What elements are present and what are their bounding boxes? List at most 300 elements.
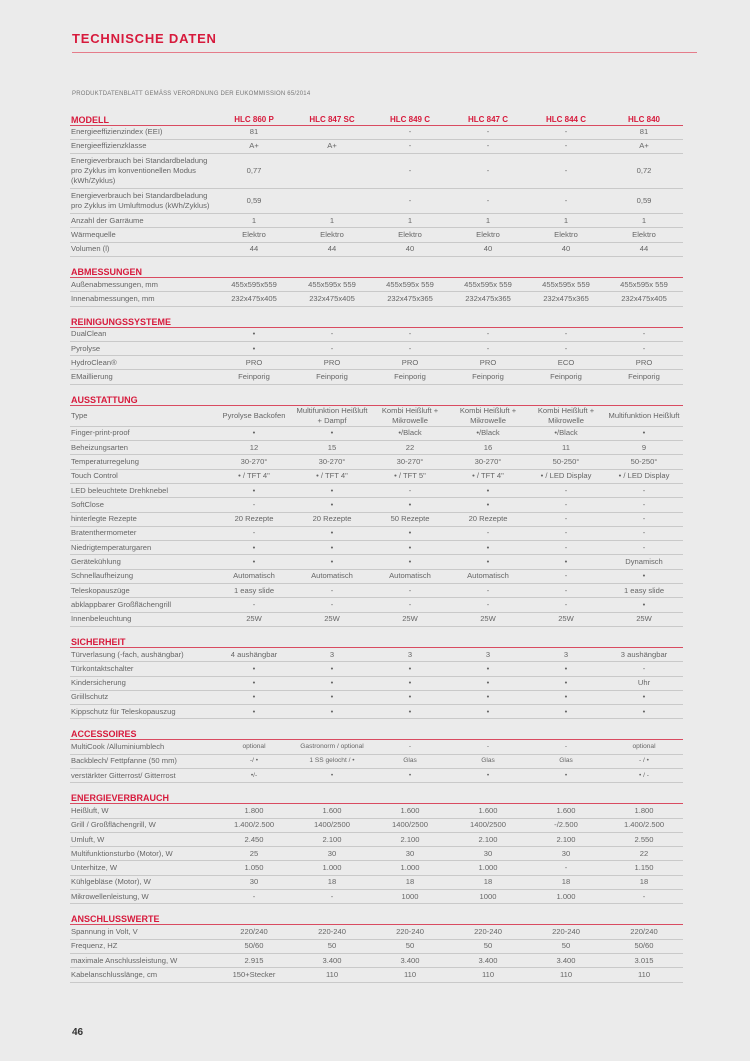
- table-row: [70, 832, 683, 846]
- cell-value: 232x475x365: [449, 292, 527, 306]
- cell-value: -: [527, 483, 605, 497]
- row-label: Unterhitze, W: [70, 861, 215, 875]
- table-row: [70, 569, 683, 583]
- cell-value: 1.800: [215, 804, 293, 818]
- cell-value: •: [293, 555, 371, 569]
- title-divider: [72, 52, 697, 53]
- cell-value: 12: [215, 441, 293, 455]
- cell-value: -: [527, 598, 605, 612]
- cell-value: A+: [293, 139, 371, 153]
- cell-value: 2.100: [293, 832, 371, 846]
- table-row: [70, 125, 683, 139]
- cell-value: 30: [371, 847, 449, 861]
- cell-value: 3.400: [449, 953, 527, 967]
- cell-value: 3: [527, 647, 605, 661]
- cell-value: •: [215, 327, 293, 341]
- cell-value: Automatisch: [215, 569, 293, 583]
- row-label: SoftClose: [70, 498, 215, 512]
- cell-value: 18: [449, 875, 527, 889]
- cell-value: 15: [293, 441, 371, 455]
- cell-value: •: [371, 498, 449, 512]
- spacer: [70, 626, 683, 634]
- table-row: [70, 875, 683, 889]
- table-row: [70, 541, 683, 555]
- table-row: [70, 662, 683, 676]
- row-label: Backblech/ Fettpfanne (50 mm): [70, 754, 215, 768]
- section-gap: [70, 384, 683, 392]
- cell-value: 50: [293, 939, 371, 953]
- row-label: Finger-print-proof: [70, 426, 215, 440]
- table-row: [70, 214, 683, 228]
- cell-value: -: [449, 526, 527, 540]
- cell-value: -: [527, 740, 605, 754]
- section-header: [70, 314, 683, 327]
- cell-value: •/Black: [527, 426, 605, 440]
- table-row: [70, 154, 683, 189]
- cell-value: 455x595x559: [215, 277, 293, 291]
- cell-value: -: [527, 512, 605, 526]
- spacer: [70, 384, 683, 392]
- section-header: [70, 392, 683, 405]
- cell-value: Pyrolyse Backofen: [215, 405, 293, 426]
- cell-value: Feinporig: [371, 370, 449, 384]
- cell-value: Dynamisch: [605, 555, 683, 569]
- table-row: [70, 483, 683, 497]
- cell-value: -: [527, 327, 605, 341]
- cell-value: 9: [605, 441, 683, 455]
- cell-value: 20 Rezepte: [215, 512, 293, 526]
- table-row: [70, 455, 683, 469]
- cell-value: 1.600: [449, 804, 527, 818]
- cell-value: 220-240: [293, 925, 371, 939]
- cell-value: 1.000: [449, 861, 527, 875]
- cell-value: 0,59: [215, 189, 293, 214]
- cell-value: •: [293, 498, 371, 512]
- cell-value: 110: [371, 968, 449, 982]
- cell-value: •: [215, 541, 293, 555]
- cell-value: •: [371, 705, 449, 719]
- cell-value: 1.150: [605, 861, 683, 875]
- row-label: Umluft, W: [70, 832, 215, 846]
- table-row: [70, 769, 683, 783]
- table-row: [70, 228, 683, 242]
- cell-value: -: [293, 327, 371, 341]
- cell-value: -: [371, 740, 449, 754]
- cell-value: 3.015: [605, 953, 683, 967]
- cell-value: Elektro: [215, 228, 293, 242]
- row-label: verstärkter Gitterrost/ Gitterrost: [70, 769, 215, 783]
- table-row: [70, 740, 683, 754]
- row-label: Touch Control: [70, 469, 215, 483]
- cell-value: •: [527, 555, 605, 569]
- table-row: [70, 804, 683, 818]
- model-label: MODELL: [70, 112, 215, 125]
- row-label: MultiCook /Alluminiumblech: [70, 740, 215, 754]
- cell-value: 40: [449, 242, 527, 256]
- cell-value: -: [215, 890, 293, 904]
- row-label: Energieverbrauch bei Standardbeladung pro Zyklus im konventionellen Modus (kWh/Zyklus): [70, 154, 215, 189]
- table-row: [70, 968, 683, 982]
- cell-value: •: [371, 555, 449, 569]
- section-title: AUSSTATTUNG: [70, 392, 683, 405]
- section-header: [70, 791, 683, 804]
- cell-value: 1: [371, 214, 449, 228]
- cell-value: Feinporig: [215, 370, 293, 384]
- table-row: [70, 277, 683, 291]
- cell-value: •: [215, 341, 293, 355]
- row-label: Energieeffizienzklasse: [70, 139, 215, 153]
- row-label: abklappbarer Großflächengrill: [70, 598, 215, 612]
- cell-value: -/2.500: [527, 818, 605, 832]
- cell-value: 2.915: [215, 953, 293, 967]
- cell-value: 50 Rezepte: [371, 512, 449, 526]
- cell-value: 150+Stecker: [215, 968, 293, 982]
- cell-value: -: [293, 598, 371, 612]
- table-row: [70, 441, 683, 455]
- cell-value: 0,59: [605, 189, 683, 214]
- cell-value: •: [449, 705, 527, 719]
- cell-value: Elektro: [605, 228, 683, 242]
- cell-value: • / TFT 4": [215, 469, 293, 483]
- cell-value: •: [605, 569, 683, 583]
- cell-value: Kombi Heißluft + Mikrowelle: [371, 405, 449, 426]
- cell-value: 20 Rezepte: [293, 512, 371, 526]
- spacer: [70, 306, 683, 314]
- row-label: Kabelanschlusslänge, cm: [70, 968, 215, 982]
- cell-value: -: [371, 154, 449, 189]
- cell-value: 3.400: [293, 953, 371, 967]
- cell-value: 1: [605, 214, 683, 228]
- section-gap: [70, 904, 683, 912]
- cell-value: 1: [293, 214, 371, 228]
- cell-value: [293, 154, 371, 189]
- cell-value: •: [293, 426, 371, 440]
- cell-value: -: [449, 139, 527, 153]
- row-label: Kühlgebläse (Motor), W: [70, 875, 215, 889]
- table-row: [70, 953, 683, 967]
- cell-value: -: [527, 498, 605, 512]
- cell-value: 50: [371, 939, 449, 953]
- cell-value: Elektro: [293, 228, 371, 242]
- row-label: Temperaturregelung: [70, 455, 215, 469]
- section-header: [70, 912, 683, 925]
- cell-value: 1 SS gelocht / •: [293, 754, 371, 768]
- cell-value: PRO: [371, 356, 449, 370]
- section-title: ABMESSUNGEN: [70, 264, 683, 277]
- cell-value: -: [371, 341, 449, 355]
- table-row: [70, 705, 683, 719]
- cell-value: -: [215, 498, 293, 512]
- cell-value: •: [215, 690, 293, 704]
- row-label: Energieeffizienzindex (EEI): [70, 125, 215, 139]
- cell-value: • / TFT 5": [371, 469, 449, 483]
- row-label: maximale Anschlussleistung, W: [70, 953, 215, 967]
- table-row: [70, 939, 683, 953]
- cell-value: 1.400/2.500: [605, 818, 683, 832]
- cell-value: 50/60: [605, 939, 683, 953]
- cell-value: Multifunktion Heißluft + Dampf: [293, 405, 371, 426]
- cell-value: -: [527, 541, 605, 555]
- cell-value: •: [371, 676, 449, 690]
- table-row: [70, 584, 683, 598]
- row-label: Multifunktionsturbo (Motor), W: [70, 847, 215, 861]
- table-row: [70, 341, 683, 355]
- cell-value: Gastronorm / optional: [293, 740, 371, 754]
- cell-value: •: [527, 690, 605, 704]
- table-row: [70, 647, 683, 661]
- cell-value: -: [449, 740, 527, 754]
- section-gap: [70, 719, 683, 727]
- cell-value: 30: [527, 847, 605, 861]
- row-label: Kippschutz für Teleskopauszug: [70, 705, 215, 719]
- page-number: 46: [72, 1027, 84, 1038]
- cell-value: •: [371, 769, 449, 783]
- cell-value: 455x595x 559: [449, 277, 527, 291]
- cell-value: 30-270°: [215, 455, 293, 469]
- cell-value: •/Black: [371, 426, 449, 440]
- cell-value: -: [449, 598, 527, 612]
- cell-value: 30: [449, 847, 527, 861]
- cell-value: 220/240: [215, 925, 293, 939]
- row-label: Heißluft, W: [70, 804, 215, 818]
- section-title: ACCESSOIRES: [70, 727, 683, 740]
- cell-value: • / TFT 4": [449, 469, 527, 483]
- cell-value: 220-240: [371, 925, 449, 939]
- cell-value: 2.100: [527, 832, 605, 846]
- cell-value: -: [371, 483, 449, 497]
- cell-value: • / TFT 4": [293, 469, 371, 483]
- cell-value: •: [215, 676, 293, 690]
- cell-value: 455x595x 559: [527, 277, 605, 291]
- table-row: [70, 139, 683, 153]
- cell-value: 50/60: [215, 939, 293, 953]
- section-title: SICHERHEIT: [70, 634, 683, 647]
- cell-value: •: [371, 662, 449, 676]
- cell-value: 25W: [605, 612, 683, 626]
- cell-value: • / LED Display: [527, 469, 605, 483]
- model-name: HLC 844 C: [527, 112, 605, 125]
- cell-value: Automatisch: [293, 569, 371, 583]
- table-row: [70, 861, 683, 875]
- cell-value: -: [527, 125, 605, 139]
- cell-value: Multifunktion Heißluft: [605, 405, 683, 426]
- cell-value: 110: [527, 968, 605, 982]
- cell-value: 25W: [527, 612, 605, 626]
- cell-value: •: [293, 769, 371, 783]
- table-row: [70, 189, 683, 214]
- cell-value: -: [527, 569, 605, 583]
- cell-value: •: [371, 541, 449, 555]
- spacer: [70, 904, 683, 912]
- section-gap: [70, 256, 683, 264]
- cell-value: Elektro: [371, 228, 449, 242]
- cell-value: 3.400: [371, 953, 449, 967]
- cell-value: PRO: [449, 356, 527, 370]
- cell-value: ECO: [527, 356, 605, 370]
- cell-value: -: [449, 154, 527, 189]
- cell-value: -: [527, 154, 605, 189]
- cell-value: •: [605, 690, 683, 704]
- cell-value: -: [293, 341, 371, 355]
- cell-value: -: [449, 327, 527, 341]
- cell-value: 44: [605, 242, 683, 256]
- cell-value: 0,72: [605, 154, 683, 189]
- cell-value: 18: [527, 875, 605, 889]
- cell-value: 25: [215, 847, 293, 861]
- cell-value: 1.000: [371, 861, 449, 875]
- cell-value: • / LED Display: [605, 469, 683, 483]
- cell-value: •: [371, 690, 449, 704]
- row-label: Energieverbrauch bei Standardbeladung pro Zyklus im Umluftmodus (kWh/Zyklus): [70, 189, 215, 214]
- cell-value: •: [215, 705, 293, 719]
- cell-value: A+: [605, 139, 683, 153]
- table-row: [70, 526, 683, 540]
- cell-value: 2.100: [371, 832, 449, 846]
- cell-value: Elektro: [449, 228, 527, 242]
- cell-value: •: [605, 705, 683, 719]
- cell-value: •: [293, 541, 371, 555]
- cell-value: Automatisch: [449, 569, 527, 583]
- cell-value: 110: [293, 968, 371, 982]
- cell-value: 1 easy slide: [605, 584, 683, 598]
- cell-value: 1 easy slide: [215, 584, 293, 598]
- cell-value: 0,77: [215, 154, 293, 189]
- cell-value: -: [527, 139, 605, 153]
- row-label: Spannung in Volt, V: [70, 925, 215, 939]
- cell-value: •: [527, 662, 605, 676]
- row-label: Schnellaufheizung: [70, 569, 215, 583]
- row-label: Mikrowellenleistung, W: [70, 890, 215, 904]
- cell-value: 1000: [371, 890, 449, 904]
- table-row: [70, 612, 683, 626]
- model-name: HLC 847 C: [449, 112, 527, 125]
- table-row: [70, 555, 683, 569]
- cell-value: -: [605, 512, 683, 526]
- cell-value: 30-270°: [293, 455, 371, 469]
- cell-value: A+: [215, 139, 293, 153]
- table-row: [70, 498, 683, 512]
- cell-value: -: [527, 861, 605, 875]
- row-label: Niedrigtemperaturgaren: [70, 541, 215, 555]
- cell-value: [293, 189, 371, 214]
- table-row: [70, 292, 683, 306]
- cell-value: -: [371, 125, 449, 139]
- cell-value: •: [527, 769, 605, 783]
- cell-value: 1.000: [527, 890, 605, 904]
- cell-value: 110: [449, 968, 527, 982]
- cell-value: 232x475x365: [371, 292, 449, 306]
- cell-value: 25W: [449, 612, 527, 626]
- model-header-row: [70, 112, 683, 125]
- cell-value: 455x595x 559: [605, 277, 683, 291]
- cell-value: •: [449, 690, 527, 704]
- row-label: Wärmequelle: [70, 228, 215, 242]
- cell-value: -: [527, 526, 605, 540]
- cell-value: •: [293, 662, 371, 676]
- cell-value: -/ •: [215, 754, 293, 768]
- cell-value: 1: [449, 214, 527, 228]
- page-title: TECHNISCHE DATEN: [72, 31, 217, 46]
- cell-value: 232x475x405: [293, 292, 371, 306]
- cell-value: •: [449, 555, 527, 569]
- technical-data-table: [70, 112, 683, 983]
- cell-value: 2.550: [605, 832, 683, 846]
- cell-value: Kombi Heißluft + Mikrowelle: [527, 405, 605, 426]
- section-header: [70, 264, 683, 277]
- cell-value: 2.450: [215, 832, 293, 846]
- cell-value: •/-: [215, 769, 293, 783]
- table-row: [70, 598, 683, 612]
- cell-value: -: [605, 662, 683, 676]
- row-label: Grill / Großflächengrill, W: [70, 818, 215, 832]
- cell-value: 1: [527, 214, 605, 228]
- cell-value: •: [449, 769, 527, 783]
- row-label: Bratenthermometer: [70, 526, 215, 540]
- cell-value: -: [371, 327, 449, 341]
- row-label: Frequenz, HZ: [70, 939, 215, 953]
- cell-value: 30: [215, 875, 293, 889]
- row-label: Innenabmessungen, mm: [70, 292, 215, 306]
- row-label: Anzahl der Garräume: [70, 214, 215, 228]
- cell-value: 11: [527, 441, 605, 455]
- cell-value: PRO: [293, 356, 371, 370]
- cell-value: 232x475x405: [605, 292, 683, 306]
- cell-value: -: [449, 584, 527, 598]
- cell-value: •: [527, 705, 605, 719]
- cell-value: 50: [527, 939, 605, 953]
- cell-value: 40: [527, 242, 605, 256]
- cell-value: -: [449, 189, 527, 214]
- table-row: [70, 356, 683, 370]
- cell-value: PRO: [605, 356, 683, 370]
- table-row: [70, 676, 683, 690]
- row-label: DualClean: [70, 327, 215, 341]
- cell-value: Glas: [371, 754, 449, 768]
- cell-value: 30-270°: [449, 455, 527, 469]
- cell-value: 220/240: [605, 925, 683, 939]
- cell-value: -: [371, 598, 449, 612]
- cell-value: 1400/2500: [293, 818, 371, 832]
- table-row: [70, 405, 683, 426]
- cell-value: •: [449, 662, 527, 676]
- row-label: Beheizungsarten: [70, 441, 215, 455]
- row-label: Kindersicherung: [70, 676, 215, 690]
- cell-value: Feinporig: [293, 370, 371, 384]
- section-title: ANSCHLUSSWERTE: [70, 912, 683, 925]
- table-row: [70, 327, 683, 341]
- cell-value: -: [605, 483, 683, 497]
- cell-value: -: [605, 327, 683, 341]
- section-gap: [70, 306, 683, 314]
- cell-value: •: [215, 483, 293, 497]
- cell-value: •: [293, 483, 371, 497]
- cell-value: -: [215, 598, 293, 612]
- cell-value: •: [449, 483, 527, 497]
- cell-value: Automatisch: [371, 569, 449, 583]
- cell-value: •: [605, 598, 683, 612]
- cell-value: -: [371, 584, 449, 598]
- cell-value: -: [293, 584, 371, 598]
- cell-value: •: [215, 662, 293, 676]
- cell-value: -: [527, 341, 605, 355]
- cell-value: Feinporig: [527, 370, 605, 384]
- cell-value: •: [527, 676, 605, 690]
- cell-value: - / •: [605, 754, 683, 768]
- cell-value: -: [527, 189, 605, 214]
- cell-value: 22: [605, 847, 683, 861]
- cell-value: •: [293, 705, 371, 719]
- section-gap: [70, 626, 683, 634]
